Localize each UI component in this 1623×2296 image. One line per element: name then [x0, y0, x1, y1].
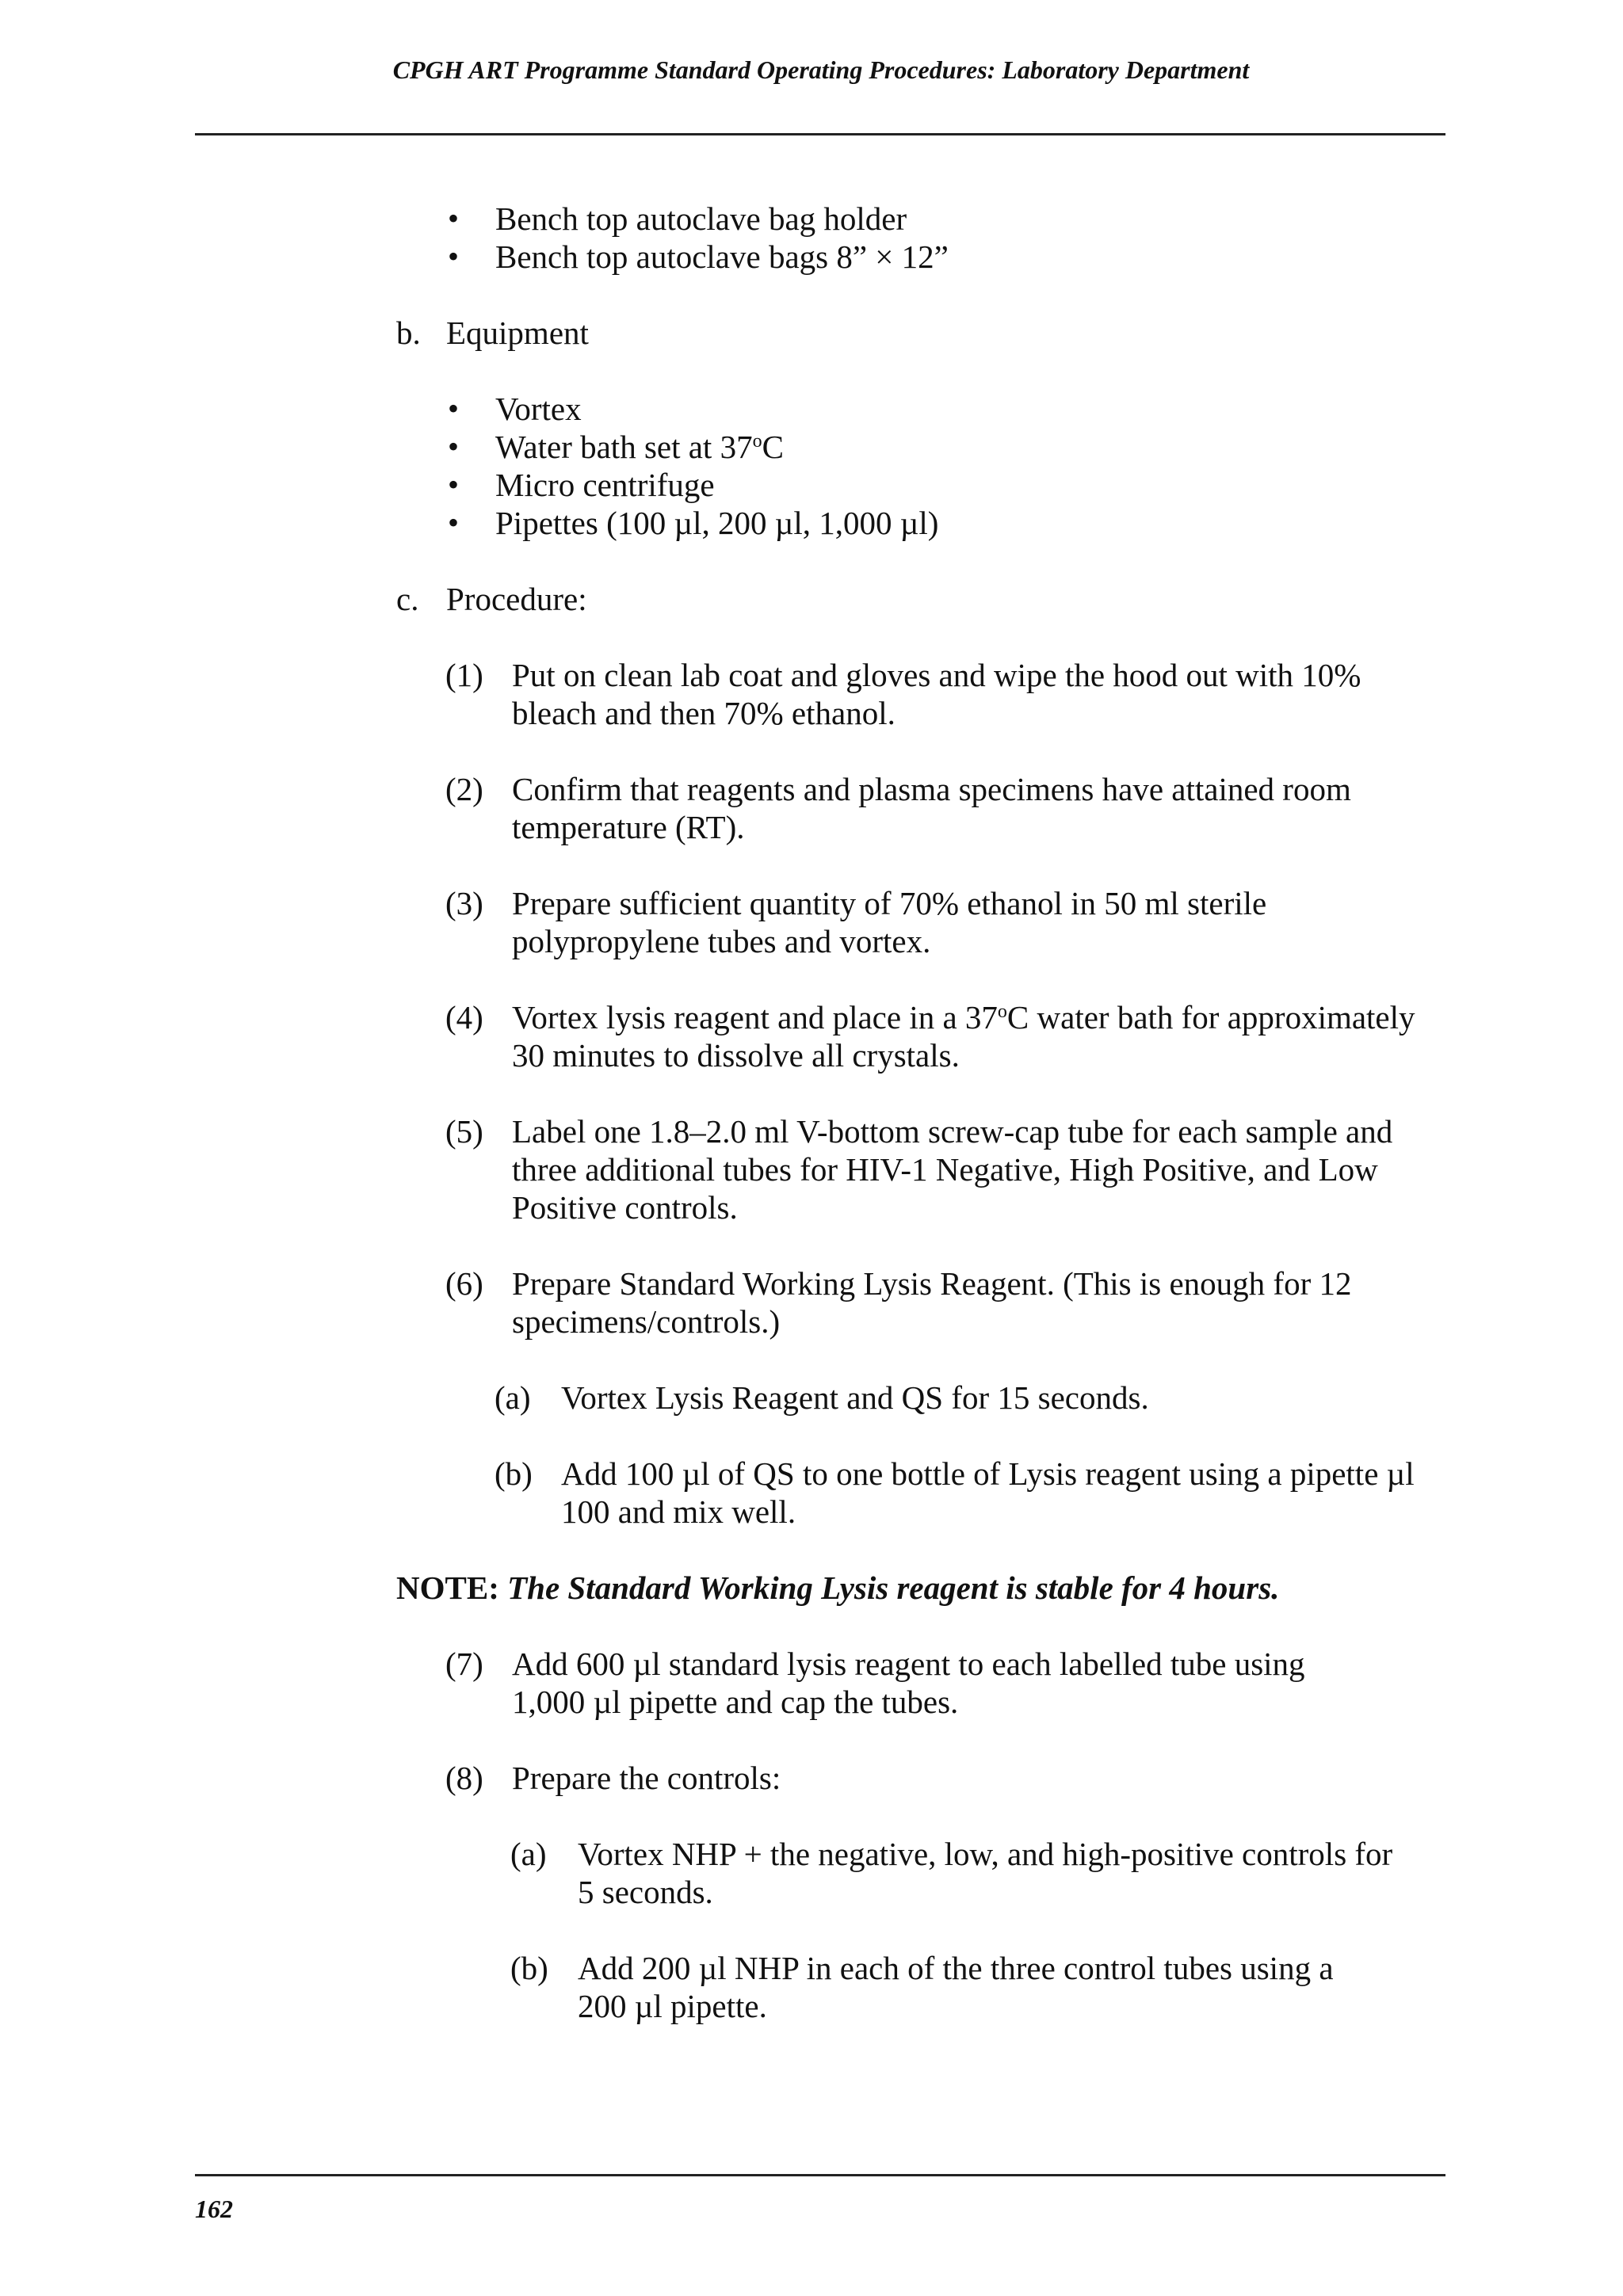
step-number: (7) — [445, 1646, 483, 1682]
substep-text: 5 seconds. — [578, 1874, 713, 1910]
step-text: polypropylene tubes and vortex. — [512, 923, 931, 959]
section-title-equipment: Equipment — [446, 315, 589, 351]
note-label: NOTE: — [396, 1569, 499, 1606]
substep-number: (b) — [495, 1455, 533, 1492]
bullet-icon: • — [448, 505, 460, 540]
step-number: (4) — [445, 999, 483, 1035]
running-header: CPGH ART Programme Standard Operating Procedures: Laboratory Department — [392, 55, 1250, 84]
step-text: Confirm that reagents and plasma specimens have attained room — [512, 771, 1351, 807]
step-number: (3) — [445, 885, 483, 921]
substep-text: 200 µl pipette. — [578, 1988, 767, 2024]
substep-text: Add 200 µl NHP in each of the three control tubes using a — [578, 1950, 1334, 1986]
header-rule — [195, 133, 1445, 135]
bullet-item: Bench top autoclave bag holder — [495, 200, 907, 237]
equipment-item: Micro centrifuge — [495, 467, 715, 503]
step-text: Label one 1.8–2.0 ml V-bottom screw-cap tube for each sample and — [512, 1113, 1393, 1150]
bullet-icon: • — [448, 391, 460, 426]
section-marker: b. — [396, 315, 421, 351]
step-number: (8) — [445, 1760, 483, 1796]
step-number: (6) — [445, 1265, 483, 1302]
bullet-icon: • — [448, 429, 460, 464]
step-text: Vortex lysis reagent and place in a 37$^o$C water bath for approximately — [512, 999, 1415, 1035]
step-number: (2) — [445, 771, 483, 807]
step-number: (5) — [445, 1113, 483, 1150]
degree-symbol: o — [752, 431, 762, 452]
section-title-procedure: Procedure: — [446, 581, 587, 617]
step-text: Prepare the controls: — [512, 1760, 781, 1796]
note-text: The Standard Working Lysis reagent is stable for 4 hours. — [507, 1569, 1280, 1606]
step-text: Put on clean lab coat and gloves and wipe the hood out with 10% — [512, 657, 1361, 693]
equipment-item: Vortex — [495, 391, 582, 427]
step-text: three additional tubes for HIV-1 Negative, High Positive, and Low — [512, 1151, 1378, 1188]
page-number: 162 — [195, 2195, 233, 2223]
step-text: 1,000 µl pipette and cap the tubes. — [512, 1684, 959, 1720]
equipment-item: Pipettes (100 µl, 200 µl, 1,000 µl) — [495, 505, 939, 541]
substep-text: Add 100 µl of QS to one bottle of Lysis reagent using a pipette µl — [561, 1455, 1415, 1492]
step-text: Prepare Standard Working Lysis Reagent. (This is enough for 12 — [512, 1265, 1352, 1302]
step-text: Prepare sufficient quantity of 70% ethanol in 50 ml sterile — [512, 885, 1267, 921]
bullet-item: Bench top autoclave bags 8” × 12” — [495, 238, 949, 275]
substep-number: (b) — [510, 1950, 548, 1986]
bullet-icon: • — [448, 467, 460, 502]
step-text: Add 600 µl standard lysis reagent to each labelled tube using — [512, 1646, 1305, 1682]
step-text: bleach and then 70% ethanol. — [512, 695, 896, 731]
substep-number: (a) — [495, 1379, 531, 1416]
bullet-icon: • — [448, 238, 460, 274]
degree-symbol: o — [997, 1001, 1007, 1022]
section-marker: c. — [396, 581, 419, 617]
footer-rule — [195, 2174, 1445, 2176]
equipment-item: Water bath set at 37$^o$C — [495, 429, 784, 465]
step-text: 30 minutes to dissolve all crystals. — [512, 1037, 960, 1074]
note — [396, 1568, 1279, 1608]
step-text: temperature (RT). — [512, 809, 745, 845]
substep-number: (a) — [510, 1836, 547, 1872]
substep-text: Vortex NHP + the negative, low, and high-positive controls for — [578, 1836, 1393, 1872]
step-text: Positive controls. — [512, 1189, 738, 1226]
substep-text: Vortex Lysis Reagent and QS for 15 seconds. — [561, 1379, 1149, 1416]
substep-text: 100 and mix well. — [561, 1493, 796, 1530]
bullet-icon: • — [448, 200, 460, 236]
step-number: (1) — [445, 657, 483, 693]
step-text: specimens/controls.) — [512, 1303, 781, 1340]
